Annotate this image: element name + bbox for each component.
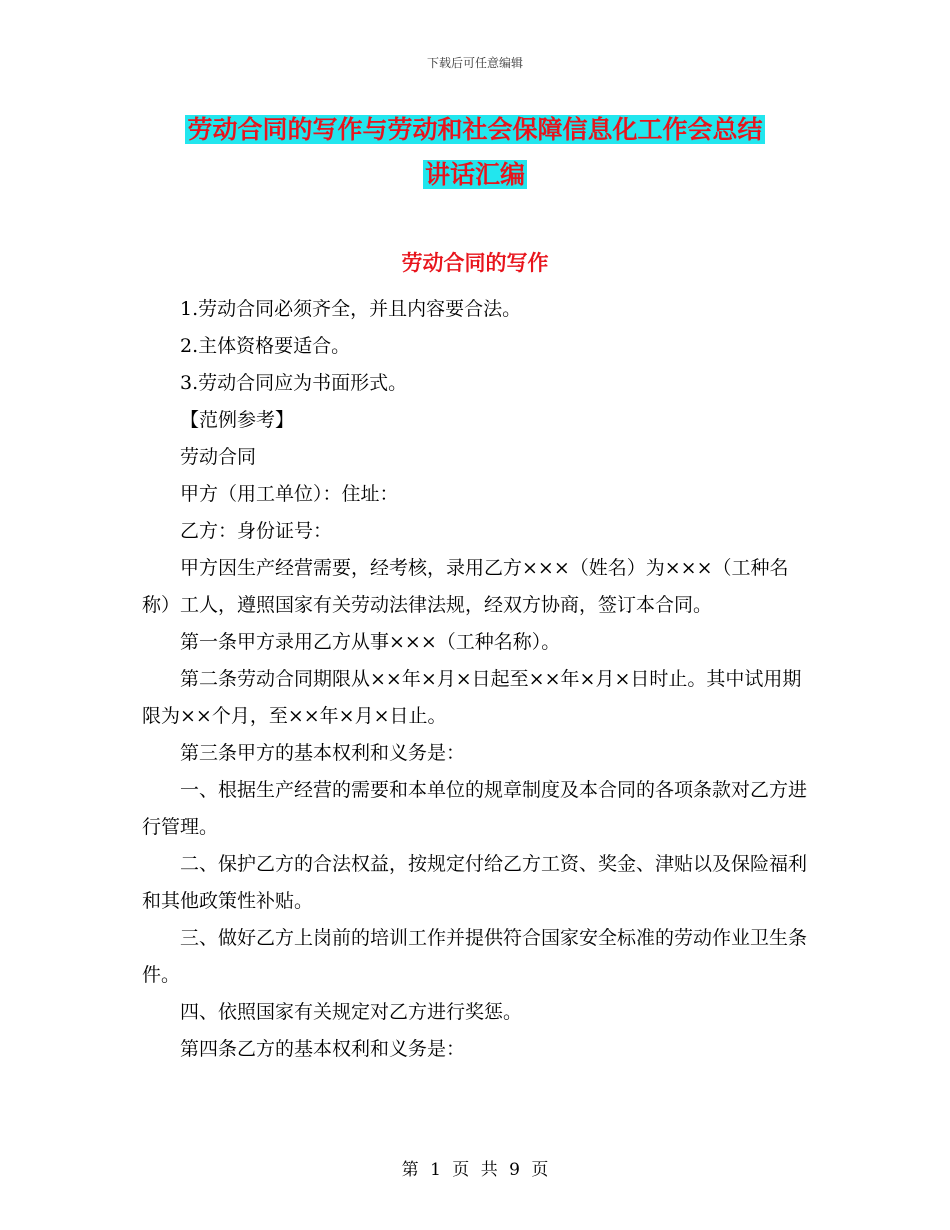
paragraph: 劳动合同 xyxy=(180,446,257,468)
paragraph: 第一条甲方录用乙方从事×××（工种名称）。 xyxy=(180,631,561,653)
paragraph: 第四条乙方的基本权利和义务是： xyxy=(180,1038,466,1060)
document-body xyxy=(142,291,810,1068)
page-footer: 第 1 页 共 9 页 xyxy=(401,1160,549,1180)
paragraph: 2.主体资格要适合。 xyxy=(180,335,351,357)
paragraph: 3.劳动合同应为书面形式。 xyxy=(180,372,408,394)
header-note: 下载后可任意编辑 xyxy=(426,56,523,70)
section-title: 劳动合同的写作 xyxy=(401,251,549,275)
paragraph: 【范例参考】 xyxy=(180,409,295,431)
paragraph: 乙方：身份证号： xyxy=(180,520,333,542)
paragraph: 第二条劳动合同期限从××年×月×日起至××年×月×日时止。其中试用期限为××个月，至××年×月×日止。 xyxy=(142,668,802,727)
paragraph: 四、依照国家有关规定对乙方进行奖惩。 xyxy=(180,1001,523,1023)
paragraph: 甲方（用工单位）：住址： xyxy=(180,483,399,505)
paragraph: 一、根据生产经营的需要和本单位的规章制度及本合同的各项条款对乙方进行管理。 xyxy=(142,779,808,838)
document-title-text-2: 讲话汇编 xyxy=(424,160,525,189)
paragraph: 三、做好乙方上岗前的培训工作并提供符合国家安全标准的劳动作业卫生条件。 xyxy=(142,927,808,986)
paragraph: 二、保护乙方的合法权益，按规定付给乙方工资、奖金、津贴以及保险福利和其他政策性补贴。 xyxy=(142,853,808,912)
document-title-line-1 xyxy=(0,110,950,150)
document-title-line-2 xyxy=(0,155,950,195)
document-title-text-1: 劳动合同的写作与劳动和社会保障信息化工作会总结 xyxy=(187,115,763,144)
paragraph: 1.劳动合同必须齐全，并且内容要合法。 xyxy=(180,298,522,320)
paragraph: 第三条甲方的基本权利和义务是： xyxy=(180,742,466,764)
paragraph: 甲方因生产经营需要，经考核，录用乙方×××（姓名）为×××（工种名称）工人，遵照国家有关劳动法律法规，经双方协商，签订本合同。 xyxy=(142,557,789,616)
